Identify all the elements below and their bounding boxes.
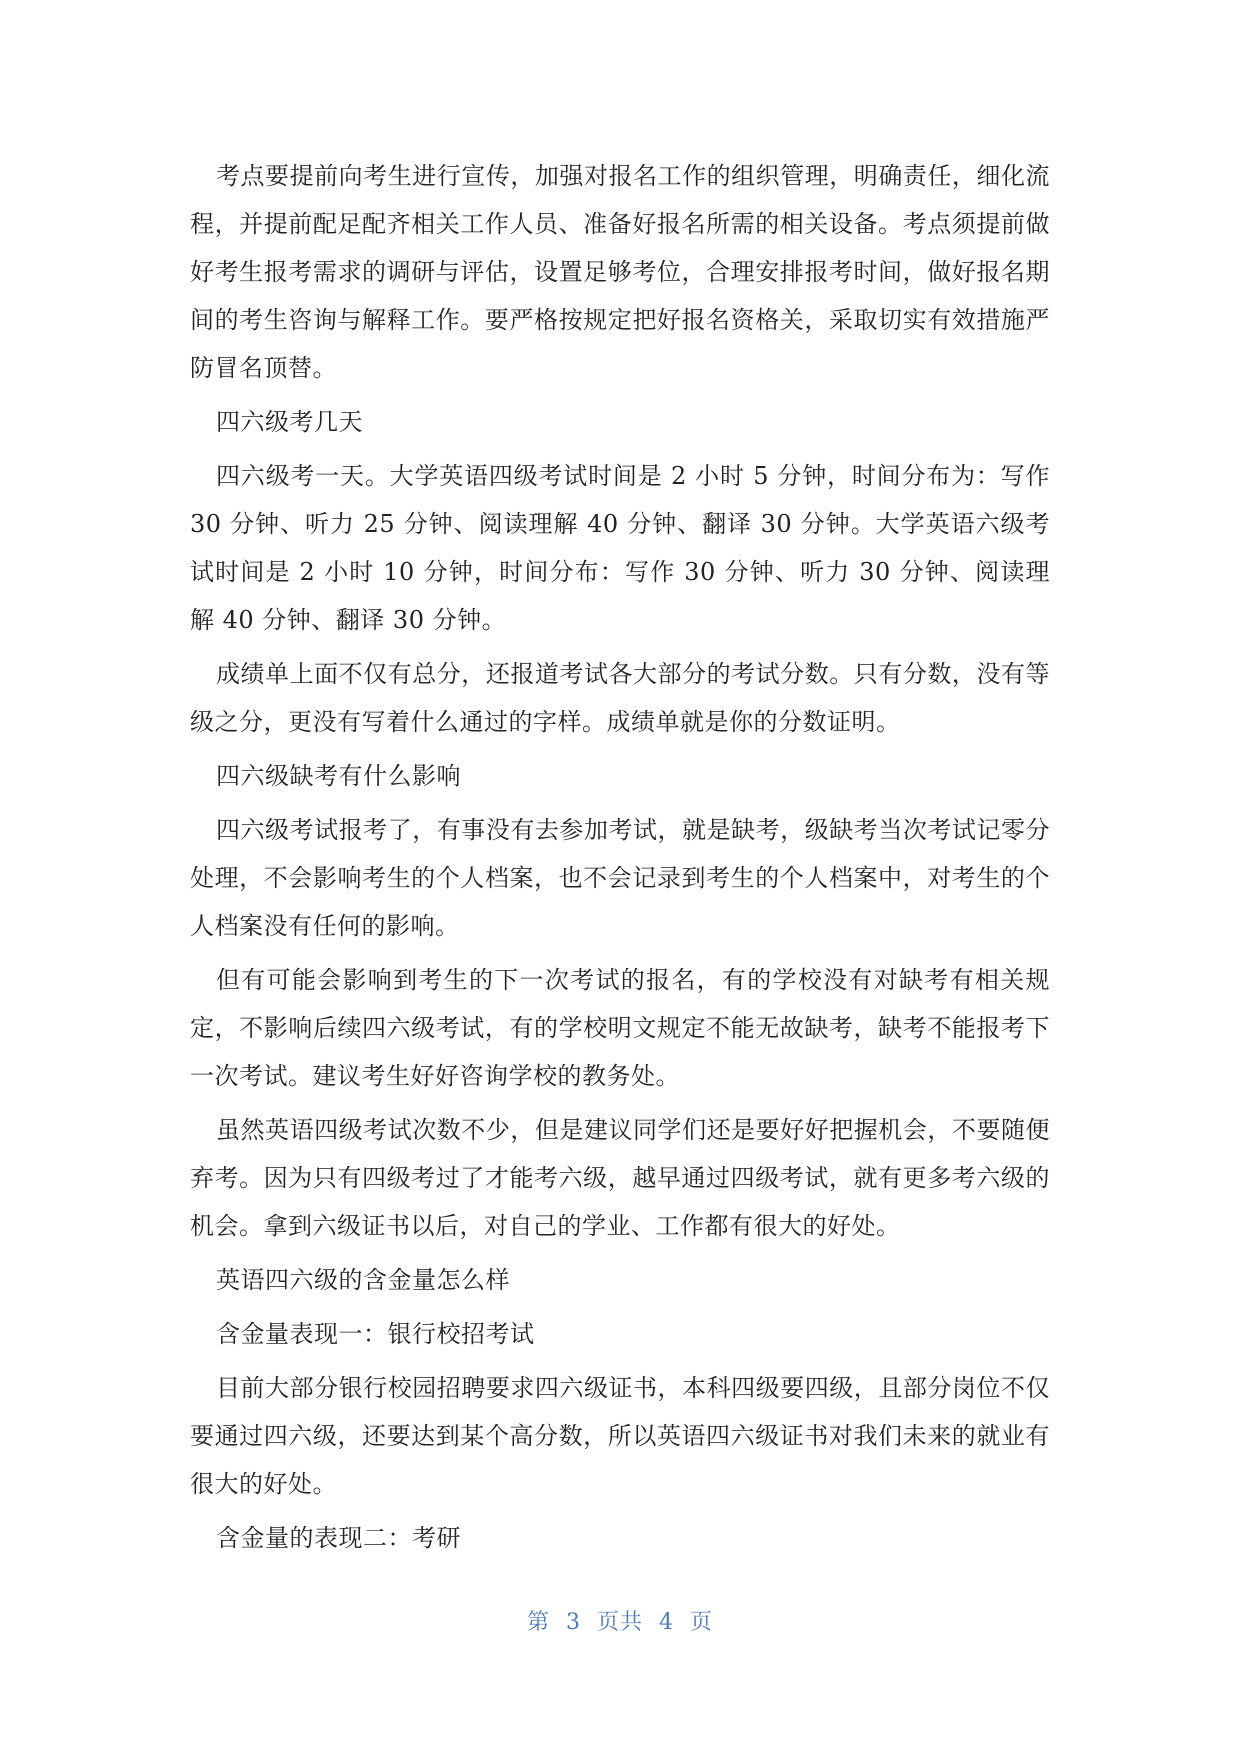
footer-middle: 页共 <box>596 1610 643 1635</box>
paragraph: 四六级考一天。大学英语四级考试时间是 2 小时 5 分钟，时间分布为：写作 30 分钟、听力 25 分钟、阅读理解 40 分钟、翻译 30 分钟。大学英语六级考试时间是 2 小时 10 分钟，时间分布：写作 30 分钟、听力 30 分钟、阅读理解 40 分钟、翻译 30 分钟。 <box>190 462 1050 634</box>
paragraph: 成绩单上面不仅有总分，还报道考试各大部分的考试分数。只有分数，没有等级之分，更没有写着什么通过的字样。成绩单就是你的分数证明。 <box>190 660 1050 736</box>
paragraph: 目前大部分银行校园招聘要求四六级证书，本科四级要四级，且部分岗位不仅要通过四六级，还要达到某个高分数，所以英语四六级证书对我们未来的就业有很大的好处。 <box>190 1374 1050 1498</box>
paragraph: 四六级考试报考了，有事没有去参加考试，就是缺考，级缺考当次考试记零分处理，不会影响考生的个人档案，也不会记录到考生的个人档案中，对考生的个人档案没有任何的影响。 <box>190 816 1050 940</box>
document-body <box>190 152 1050 1568</box>
page-footer <box>0 1605 1240 1636</box>
paragraph: 虽然英语四级考试次数不少，但是建议同学们还是要好好把握机会，不要随便弃考。因为只有四级考过了才能考六级，越早通过四级考试，就有更多考六级的机会。拿到六级证书以后，对自己的学业、工作都有很大的好处。 <box>190 1116 1050 1240</box>
section-heading: 四六级缺考有什么影响 <box>216 762 461 790</box>
section-heading: 四六级考几天 <box>216 408 363 436</box>
section-heading: 含金量的表现二：考研 <box>216 1524 461 1552</box>
footer-prefix: 第 <box>526 1610 550 1635</box>
total-pages-number: 4 <box>659 1610 674 1635</box>
paragraph: 考点要提前向考生进行宣传，加强对报名工作的组织管理，明确责任，细化流程，并提前配足配齐相关工作人员、准备好报名所需的相关设备。考点须提前做好考生报考需求的调研与评估，设置足够考位，合理安排报考时间，做好报名期间的考生咨询与解释工作。要严格按规定把好报名资格关，采取切实有效措施严防冒名顶替。 <box>190 162 1050 382</box>
paragraph: 但有可能会影响到考生的下一次考试的报名，有的学校没有对缺考有相关规定，不影响后续四六级考试，有的学校明文规定不能无故缺考，缺考不能报考下一次考试。建议考生好好咨询学校的教务处。 <box>190 966 1050 1090</box>
section-heading: 英语四六级的含金量怎么样 <box>216 1266 510 1294</box>
section-heading: 含金量表现一：银行校招考试 <box>216 1320 535 1348</box>
footer-suffix: 页 <box>690 1610 714 1635</box>
current-page-number: 3 <box>565 1610 581 1635</box>
